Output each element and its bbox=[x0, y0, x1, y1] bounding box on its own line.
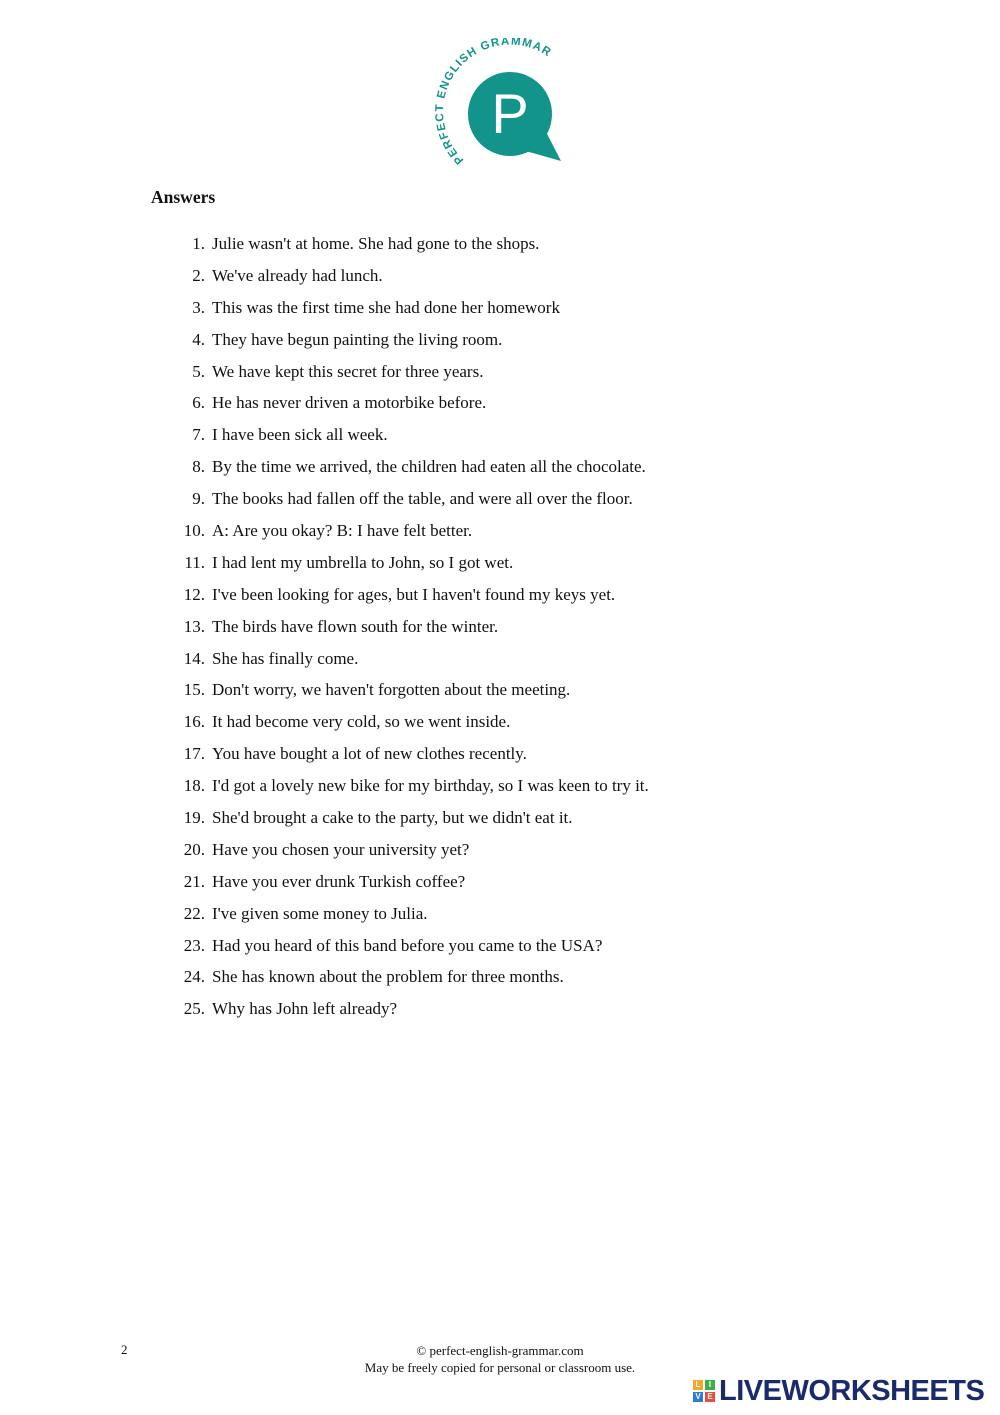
answer-text: Why has John left already? bbox=[212, 999, 398, 1019]
answer-text: I've been looking for ages, but I haven't found my keys yet. bbox=[212, 584, 616, 604]
answer-text: She has finally come. bbox=[212, 648, 359, 668]
answer-number: 7. bbox=[192, 425, 205, 445]
answer-text: Have you chosen your university yet? bbox=[212, 839, 470, 859]
liveworksheets-icon bbox=[693, 1380, 715, 1402]
answer-text: We've already had lunch. bbox=[212, 265, 383, 285]
answer-number: 22. bbox=[183, 903, 205, 923]
answer-text: I have been sick all week. bbox=[212, 425, 388, 445]
logo-graphic bbox=[430, 38, 575, 168]
answer-number: 11. bbox=[184, 552, 205, 572]
answer-text: A: Are you okay? B: I have felt better. bbox=[212, 521, 473, 541]
answer-number: 18. bbox=[183, 776, 205, 796]
answer-number: 4. bbox=[192, 329, 205, 349]
answer-text: I'd got a lovely new bike for my birthday, so I was keen to try it. bbox=[212, 776, 649, 796]
answer-number: 19. bbox=[183, 808, 205, 828]
answer-number: 1. bbox=[192, 234, 205, 253]
answer-number: 8. bbox=[192, 457, 205, 477]
liveworksheets-icon-tile: I bbox=[705, 1380, 715, 1390]
liveworksheets-watermark bbox=[693, 1374, 984, 1408]
answers-heading: Answers bbox=[151, 187, 216, 207]
answer-text: Don't worry, we haven't forgotten about the meeting. bbox=[212, 680, 571, 700]
answer-number: 3. bbox=[192, 297, 205, 317]
answer-text: He has never driven a motorbike before. bbox=[212, 393, 487, 413]
page-number: 2 bbox=[121, 1342, 128, 1357]
svg-text:PERFECT ENGLISH GRAMMAR: PERFECT ENGLISH GRAMMAR bbox=[433, 38, 554, 167]
answer-number: 16. bbox=[183, 712, 205, 732]
answer-number: 15. bbox=[183, 680, 205, 700]
perfect-english-grammar-logo bbox=[430, 38, 575, 168]
answer-text: The books had fallen off the table, and were all over the floor. bbox=[212, 489, 633, 509]
answer-number: 5. bbox=[192, 361, 205, 381]
answer-number: 10. bbox=[183, 521, 205, 541]
answer-text: I had lent my umbrella to John, so I got wet. bbox=[212, 552, 514, 572]
answer-text: Have you ever drunk Turkish coffee? bbox=[212, 871, 466, 891]
answer-text: You have bought a lot of new clothes recently. bbox=[212, 744, 527, 764]
answer-text: Julie wasn't at home. She had gone to the shops. bbox=[212, 234, 540, 253]
answer-number: 13. bbox=[183, 616, 205, 636]
svg-text:P: P bbox=[491, 82, 529, 145]
footer bbox=[300, 1342, 700, 1376]
answer-number: 20. bbox=[183, 839, 205, 859]
answer-number: 14. bbox=[183, 648, 205, 668]
usage-text: May be freely copied for personal or classroom use. bbox=[364, 1360, 636, 1375]
answer-number: 6. bbox=[192, 393, 205, 413]
answer-text: This was the first time she had done her homework bbox=[212, 297, 560, 317]
liveworksheets-icon-tile: E bbox=[705, 1392, 715, 1402]
answer-number: 24. bbox=[183, 967, 205, 987]
answer-text: She has known about the problem for three months. bbox=[212, 967, 564, 987]
answer-number: 23. bbox=[183, 935, 205, 955]
liveworksheets-icon-tile: L bbox=[693, 1380, 703, 1390]
answer-text: We have kept this secret for three years. bbox=[212, 361, 484, 381]
liveworksheets-text: LIVEWORKSHEETS bbox=[719, 1374, 985, 1407]
answer-text: It had become very cold, so we went inside. bbox=[212, 712, 511, 732]
answer-number: 9. bbox=[192, 489, 205, 509]
answer-text: By the time we arrived, the children had eaten all the chocolate. bbox=[212, 457, 646, 477]
answer-text: The birds have flown south for the winter. bbox=[212, 616, 499, 636]
answer-text: She'd brought a cake to the party, but we didn't eat it. bbox=[212, 808, 573, 828]
copyright-text: © perfect-english-grammar.com bbox=[416, 1343, 584, 1358]
answer-number: 2. bbox=[192, 265, 205, 285]
answer-number: 12. bbox=[183, 584, 205, 604]
answer-text: I've given some money to Julia. bbox=[212, 903, 428, 923]
answer-number: 21. bbox=[183, 871, 205, 891]
answer-number: 17. bbox=[183, 744, 205, 764]
answer-number: 25. bbox=[183, 999, 205, 1019]
liveworksheets-icon-tile: V bbox=[693, 1392, 703, 1402]
answer-text: Had you heard of this band before you came to the USA? bbox=[212, 935, 603, 955]
answer-text: They have begun painting the living room. bbox=[212, 329, 503, 349]
